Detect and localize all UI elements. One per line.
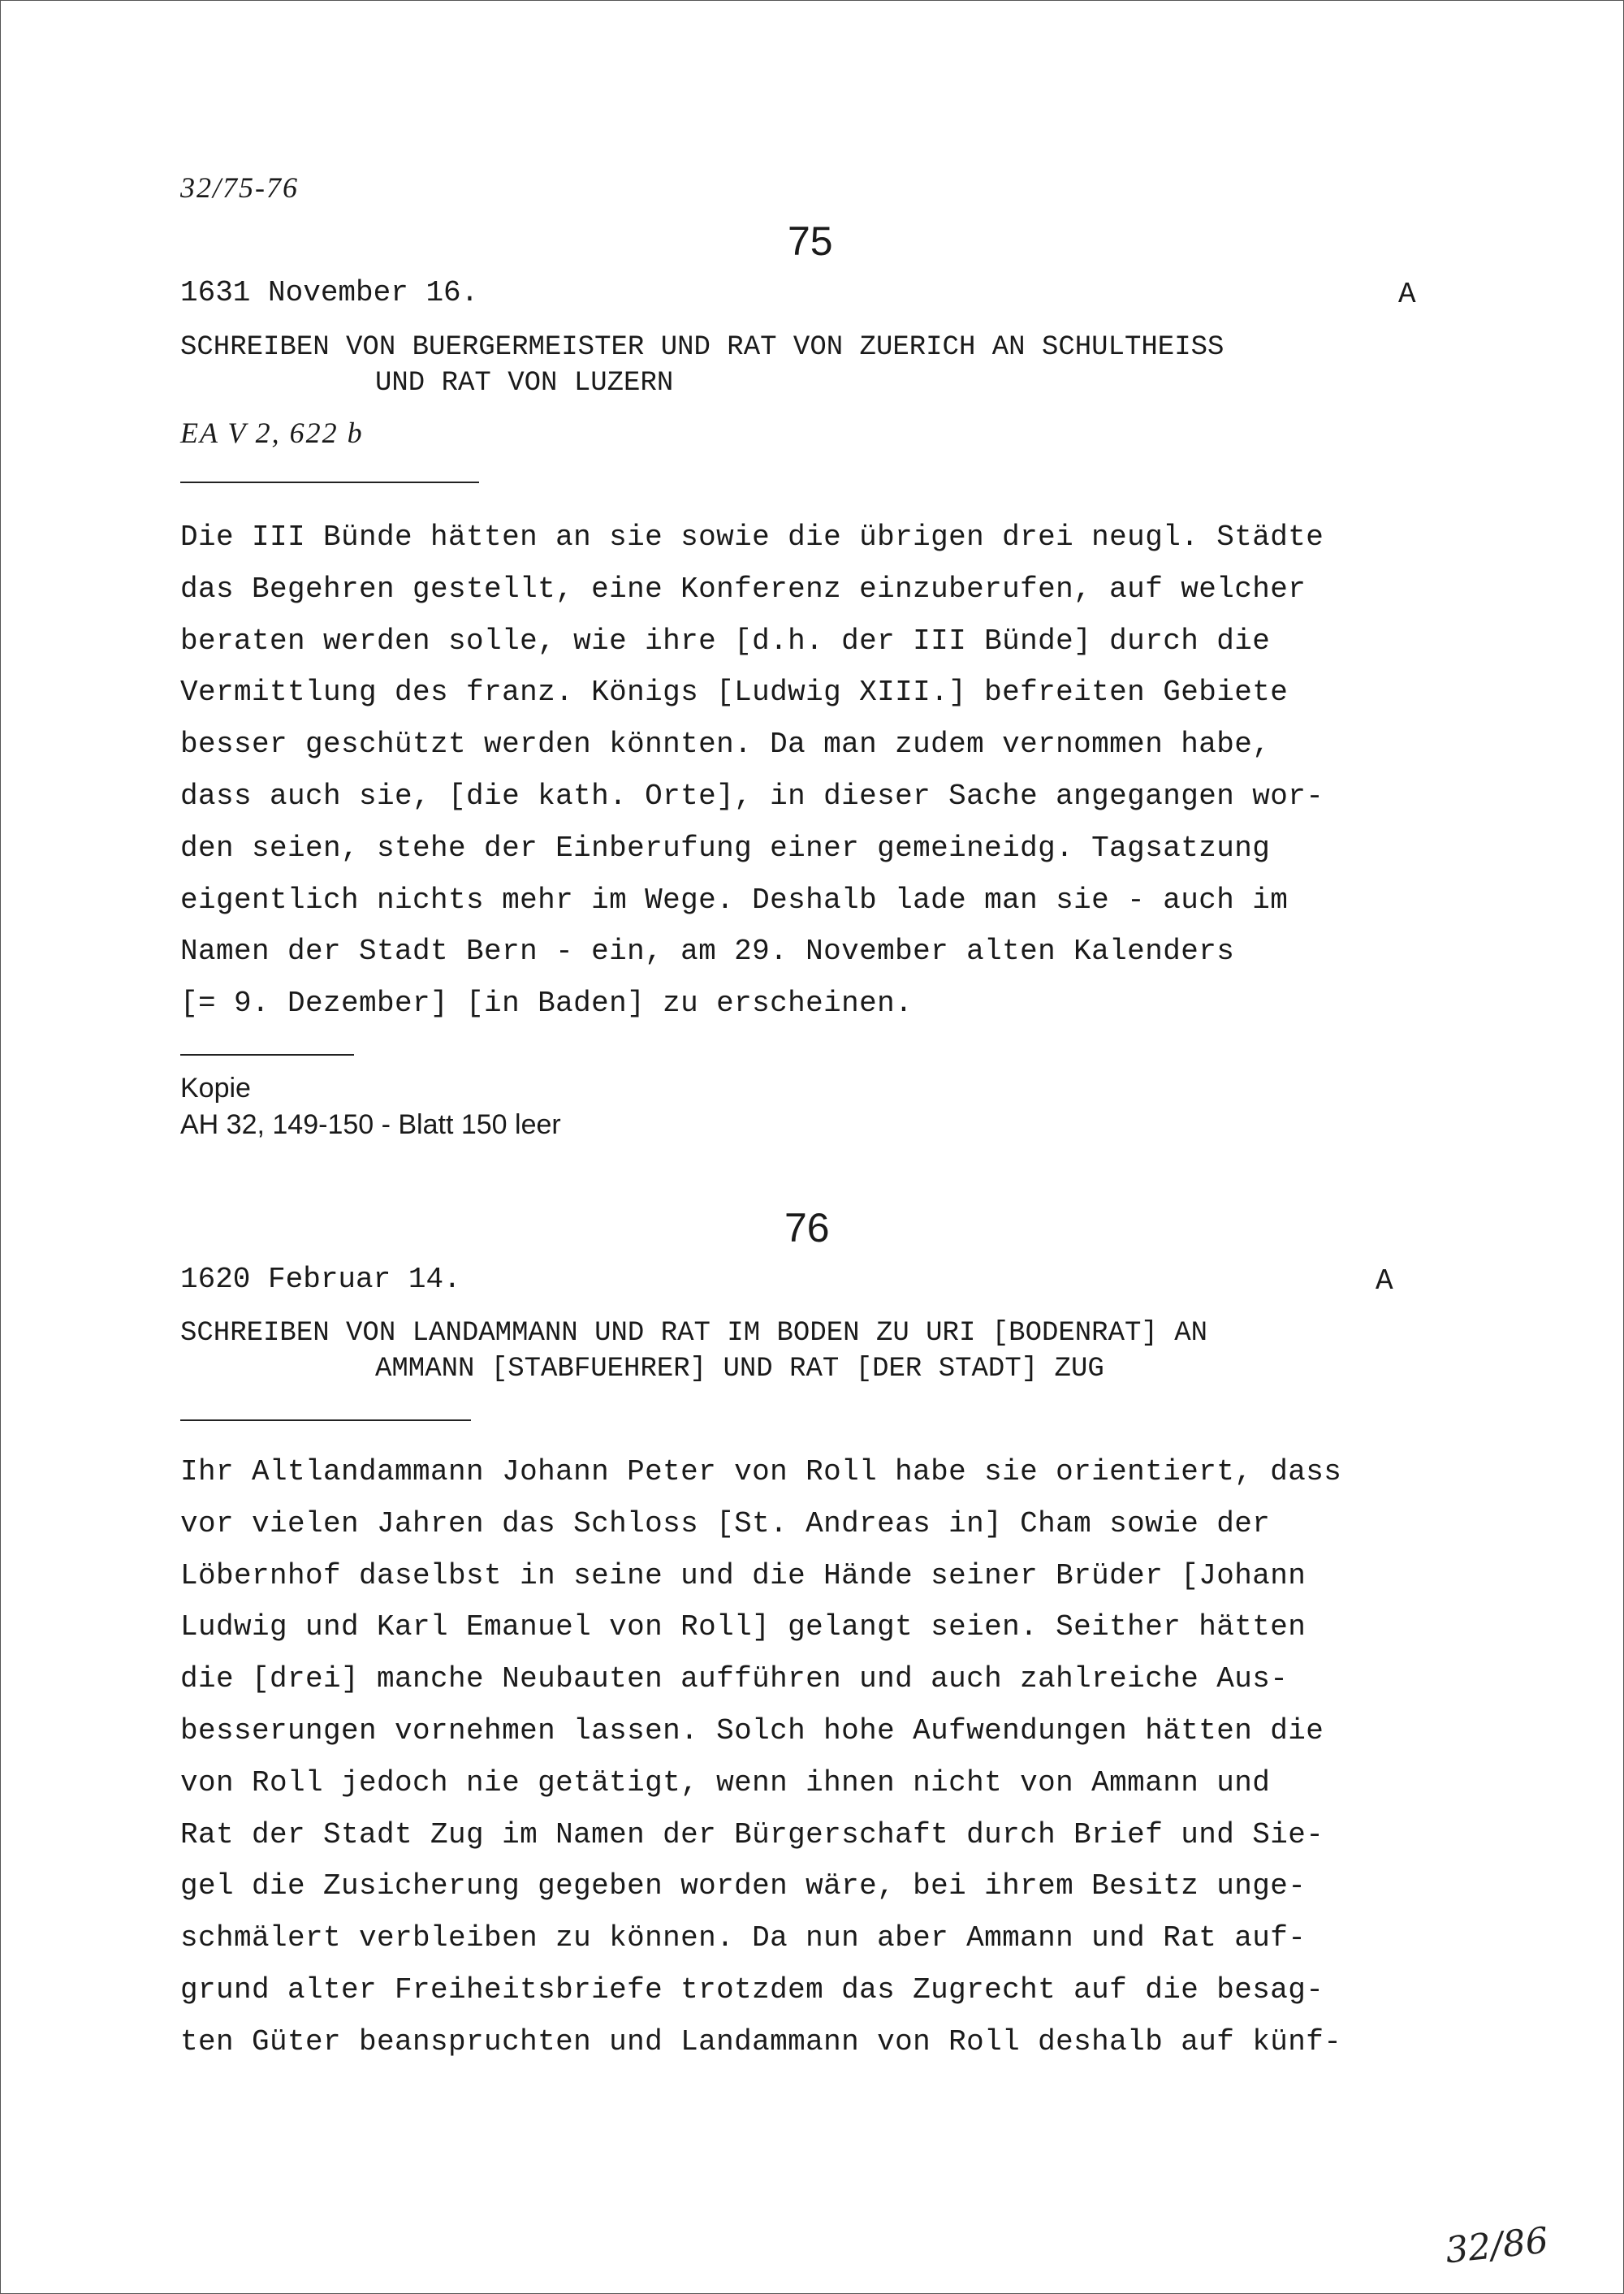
- body-line: vor vielen Jahren das Schloss [St. Andreas in] Cham sowie der: [180, 1506, 1271, 1540]
- body-line: den seien, stehe der Einberufung einer gemeineidg. Tagsatzung: [180, 831, 1271, 865]
- body-line: Ludwig und Karl Emanuel von Roll] gelangt seien. Seither hätten: [180, 1610, 1307, 1644]
- heading-line: UND RAT VON LUZERN: [375, 368, 674, 399]
- body-line: schmälert verbleiben zu können. Da nun aber Ammann und Rat auf-: [180, 1921, 1307, 1955]
- body-line: gel die Zusicherung gegeben worden wäre, bei ihrem Besitz unge-: [180, 1869, 1307, 1903]
- heading-line: AMMANN [STABFUEHRER] UND RAT [DER STADT] ZUG: [375, 1354, 1104, 1385]
- document-marker-76: A: [1376, 1264, 1393, 1298]
- document-number-75: 75: [788, 218, 833, 264]
- body-line: von Roll jedoch nie getätigt, wenn ihnen nicht von Ammann und: [180, 1765, 1271, 1799]
- body-line: Ihr Altlandammann Johann Peter von Roll habe sie orientiert, dass: [180, 1455, 1342, 1488]
- handwritten-page-mark: 32/86: [1443, 2219, 1551, 2272]
- body-line: eigentlich nichts mehr im Wege. Deshalb lade man sie - auch im: [180, 883, 1289, 917]
- body-line: grund alter Freiheitsbriefe trotzdem das Zugrecht auf die besag-: [180, 1972, 1324, 2007]
- document-body-76: [180, 1446, 1341, 2068]
- body-line: Die III Bünde hätten an sie sowie die übrigen drei neugl. Städte: [180, 521, 1324, 554]
- edition-citation: EA V 2, 622 b: [180, 417, 364, 449]
- document-heading-76: [180, 1315, 1207, 1387]
- document-number-76: 76: [784, 1205, 830, 1251]
- body-line: ten Güter beanspruchten und Landammann von Roll deshalb auf künf-: [180, 2024, 1342, 2059]
- body-line: dass auch sie, [die kath. Orte], in dieser Sache angegangen wor-: [180, 779, 1324, 813]
- body-line: besserungen vornehmen lassen. Solch hohe Aufwendungen hätten die: [180, 1713, 1324, 1748]
- source-line: Kopie: [180, 1073, 251, 1104]
- body-line: das Begehren gestellt, eine Konferenz einzuberufen, auf welcher: [180, 572, 1307, 606]
- heading-line: SCHREIBEN VON LANDAMMANN UND RAT IM BODEN ZU URI [BODENRAT] AN: [180, 1318, 1208, 1349]
- body-line: Rat der Stadt Zug im Namen der Bürgerschaft durch Brief und Sie-: [180, 1817, 1324, 1851]
- document-date-75: 1631 November 16.: [180, 276, 479, 309]
- body-line: Löbernhof daselbst in seine und die Hände seiner Brüder [Johann: [180, 1558, 1307, 1592]
- document-date-76: 1620 Februar 14.: [180, 1263, 461, 1296]
- body-line: besser geschützt werden könnten. Da man zudem vernommen habe,: [180, 728, 1271, 762]
- source-note-75: [180, 1070, 561, 1143]
- separator-rule: [180, 482, 479, 483]
- body-line: die [drei] manche Neubauten aufführen und auch zahlreiche Aus-: [180, 1662, 1289, 1696]
- source-line: AH 32, 149-150 - Blatt 150 leer: [180, 1109, 561, 1140]
- document-marker-75: A: [1398, 278, 1416, 311]
- heading-line: SCHREIBEN VON BUERGERMEISTER UND RAT VON ZUERICH AN SCHULTHEISS: [180, 332, 1224, 363]
- body-line: [= 9. Dezember] [in Baden] zu erscheinen.: [180, 987, 914, 1021]
- archive-reference: 32/75-76: [180, 171, 299, 204]
- document-body-75: [180, 512, 1324, 1030]
- separator-rule: [180, 1054, 354, 1056]
- document-heading-75: [180, 330, 1224, 401]
- separator-rule: [180, 1419, 471, 1421]
- body-line: beraten werden solle, wie ihre [d.h. der III Bünde] durch die: [180, 624, 1271, 658]
- body-line: Namen der Stadt Bern - ein, am 29. November alten Kalenders: [180, 935, 1235, 969]
- body-line: Vermittlung des franz. Königs [Ludwig XIII.] befreiten Gebiete: [180, 676, 1289, 710]
